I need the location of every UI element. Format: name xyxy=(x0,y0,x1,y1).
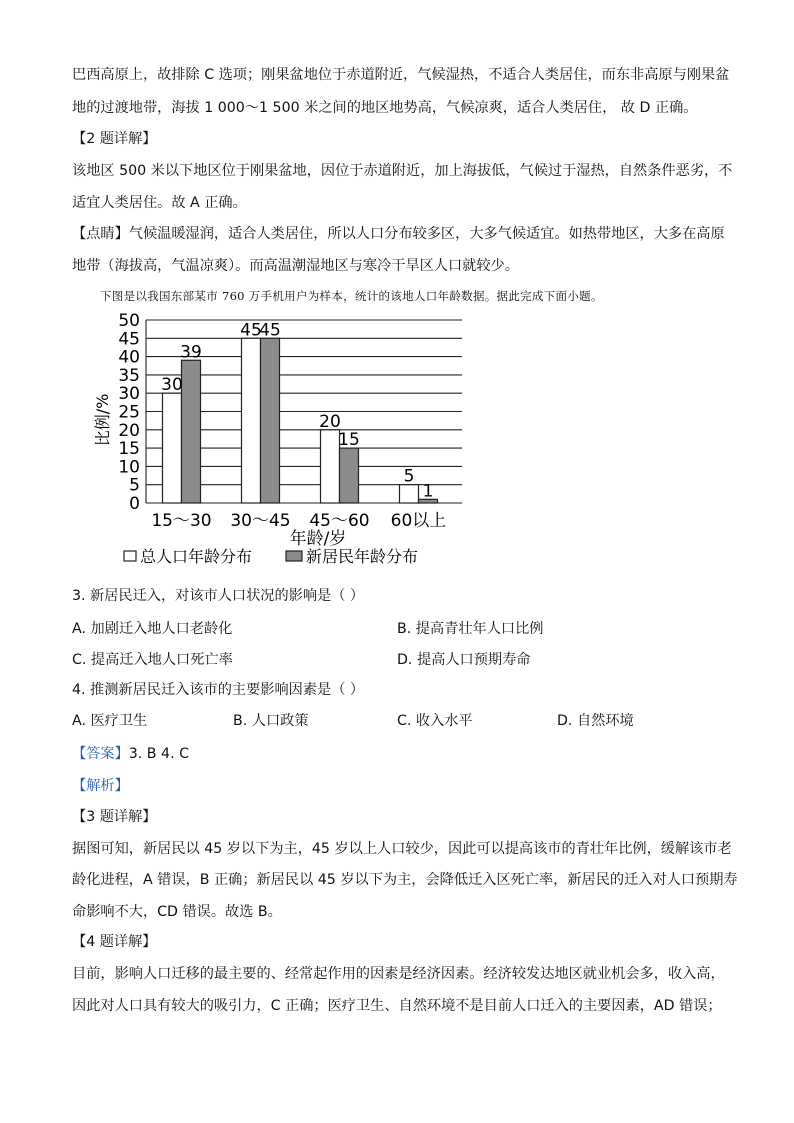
bar-new xyxy=(182,360,201,503)
bar-total xyxy=(400,485,419,503)
bar-total xyxy=(242,338,261,503)
q4-option-b: B. 人口政策 xyxy=(233,713,309,729)
bar-new xyxy=(340,448,359,503)
chart-x-axis-label: 年龄/岁 xyxy=(289,529,347,549)
paragraph-line: 适宜人类居住。故 A 正确。 xyxy=(72,195,247,211)
x-tick-label: 15～30 xyxy=(151,511,212,531)
y-tick-label: 5 xyxy=(129,475,140,496)
answer-text: 3. B 4. C xyxy=(128,746,190,762)
chart-y-axis-label: 比例/% xyxy=(93,393,112,447)
q4-option-a: A. 医疗卫生 xyxy=(72,713,148,729)
bar-total xyxy=(163,393,182,503)
x-tick-label: 45～60 xyxy=(309,511,370,531)
q3-detail-heading: 【3 题详解】 xyxy=(72,809,157,825)
q3-stem: 3. 新居民迁入，对该市人口状况的影响是（ ） xyxy=(72,588,365,604)
x-tick-label: 60以上 xyxy=(390,511,447,531)
q3-option-c: C. 提高迁入地人口死亡率 xyxy=(72,652,233,668)
chart-y-ticks xyxy=(118,311,140,514)
q4-option-d: D. 自然环境 xyxy=(557,713,634,729)
legend-total-swatch xyxy=(124,551,136,561)
answer-label: 【答案】 xyxy=(72,746,129,762)
value-label: 20 xyxy=(319,411,341,432)
paragraph-line: 巴西高原上，故排除 C 选项；刚果盆地位于赤道附近，气候湿热，不适合人类居住，而东非高原与刚果盆 xyxy=(72,67,730,83)
chart-value-labels xyxy=(161,320,433,501)
x-tick-label: 30～45 xyxy=(230,511,291,531)
q3-option-a: A. 加剧迁入地人口老龄化 xyxy=(72,621,233,637)
figure-caption: 下图是以我国东部某市 760 万手机用户为样本，统计的该地人口年龄数据。据此完成下面小题。 xyxy=(100,289,603,303)
dianjing-text: 气候温暖湿润，适合人类居住，所以人口分布较多区，大多气候适宜。如热带地区，大多在高原 xyxy=(128,226,725,242)
y-tick-label: 20 xyxy=(118,420,140,441)
paragraph-line: 因此对人口具有较大的吸引力，C 正确；医疗卫生、自然环境不是目前人口迁入的主要因素，AD 错误； xyxy=(72,998,722,1014)
dianjing-label: 【点睛】 xyxy=(72,226,129,242)
value-label: 5 xyxy=(403,466,415,487)
y-tick-label: 35 xyxy=(118,365,140,386)
chart-bars xyxy=(163,338,438,503)
y-tick-label: 30 xyxy=(118,384,140,405)
y-tick-label: 15 xyxy=(118,439,140,460)
legend-total-label: 总人口年龄分布 xyxy=(140,547,253,566)
q3-option-d: D. 提高人口预期寿命 xyxy=(397,652,531,668)
bar-new xyxy=(261,338,280,503)
paragraph-line: 地的过渡地带，海拔 1 000～1 500 米之间的地区地势高，气候凉爽，适合人类居住， 故 D 正确。 xyxy=(72,100,698,116)
legend-new-swatch xyxy=(286,551,302,561)
y-tick-label: 45 xyxy=(118,329,140,350)
q2-heading: 【2 题详解】 xyxy=(72,131,157,147)
chart-x-tick-labels xyxy=(151,511,446,531)
q4-stem: 4. 推测新居民迁入该市的主要影响因素是（ ） xyxy=(72,682,365,698)
y-tick-label: 10 xyxy=(118,457,140,478)
paragraph-line: 命影响不大，CD 错误。故选 B。 xyxy=(72,904,282,920)
y-tick-label: 40 xyxy=(118,347,140,368)
y-tick-label: 0 xyxy=(129,494,140,514)
q4-detail-heading: 【4 题详解】 xyxy=(72,934,157,950)
age-distribution-chart xyxy=(90,308,470,573)
q4-option-c: C. 收入水平 xyxy=(397,713,473,729)
q3-option-b: B. 提高青壮年人口比例 xyxy=(397,621,544,637)
answer-line xyxy=(72,738,724,770)
dianjing-line xyxy=(72,218,724,250)
value-label: 45 xyxy=(240,320,262,341)
value-label: 39 xyxy=(180,342,202,363)
paragraph-line: 目前，影响人口迁移的最主要的、经常起作用的因素是经济因素。经济较发达地区就业机会多，收入高， xyxy=(72,966,725,982)
paragraph-line: 地带（海拔高，气温凉爽）。而高温潮湿地区与寒冷干旱区人口就较少。 xyxy=(72,258,519,274)
value-label: 45 xyxy=(259,320,281,341)
value-label: 15 xyxy=(338,430,360,451)
y-tick-label: 50 xyxy=(118,311,140,331)
paragraph-line: 据图可知，新居民以 45 岁以下为主，45 岁以上人口较少，因此可以提高该市的青壮年比例，缓解该市老 xyxy=(72,841,732,857)
bar-total xyxy=(321,430,340,503)
analysis-label: 【解析】 xyxy=(72,778,129,794)
value-label: 1 xyxy=(422,481,434,502)
legend-new-label: 新居民年龄分布 xyxy=(306,547,419,566)
paragraph-line: 龄化进程，A 错误，B 正确；新居民以 45 岁以下为主，会降低迁入区死亡率，新居民的迁入对人口预期寿 xyxy=(72,872,738,888)
value-label: 30 xyxy=(161,375,183,396)
paragraph-line: 该地区 500 米以下地区位于刚果盆地，因位于赤道附近，加上海拔低，气候过于湿热，自然条件恶劣，不 xyxy=(72,163,733,179)
y-tick-label: 25 xyxy=(118,402,140,423)
